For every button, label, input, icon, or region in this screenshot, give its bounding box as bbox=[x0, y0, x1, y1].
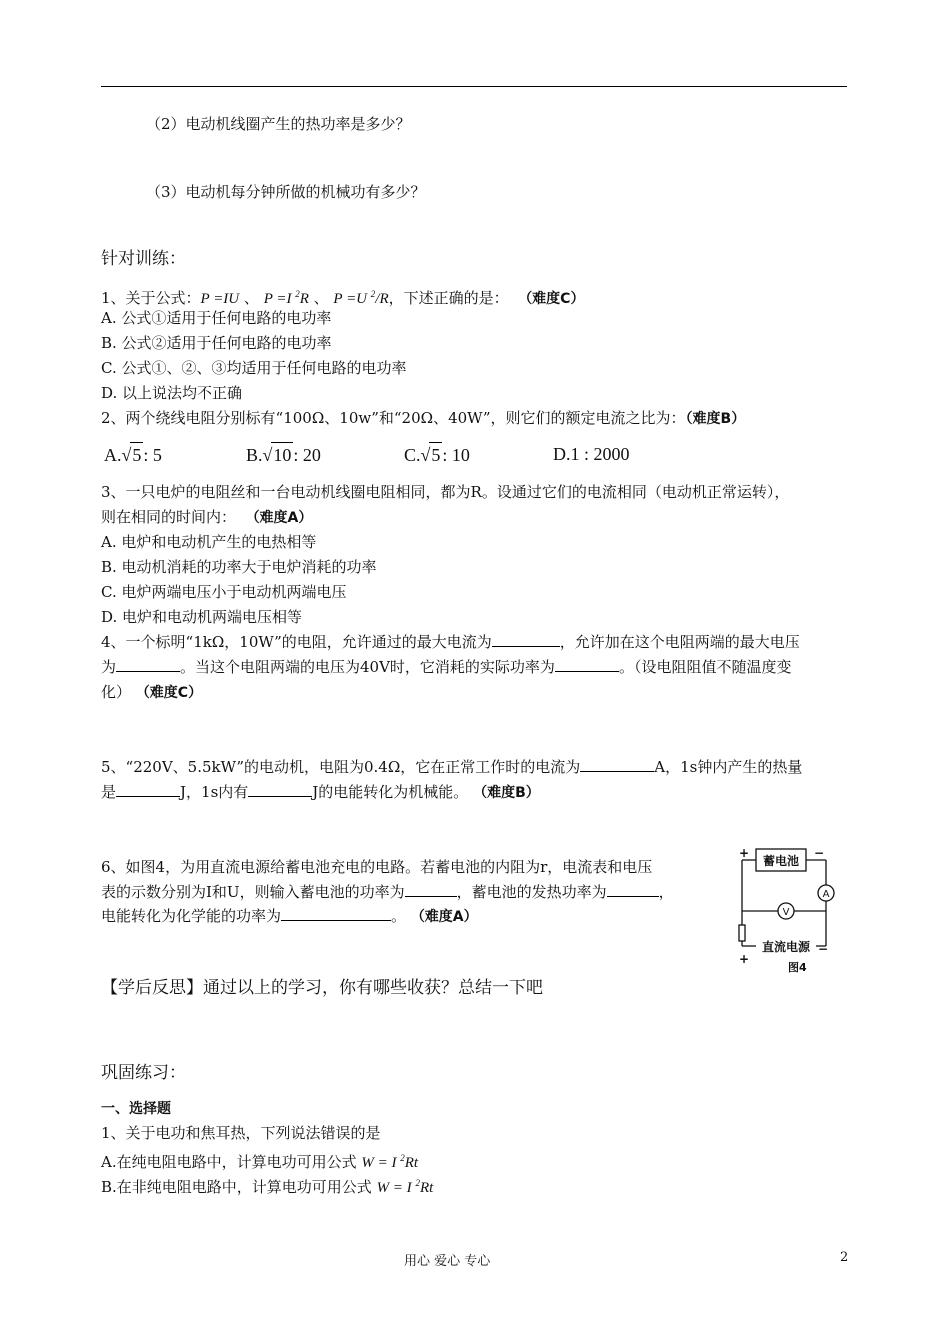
consolidate-q1: 1、关于电功和焦耳热，下列说法错误的是 bbox=[101, 1124, 381, 1142]
section-heading: 一、选择题 bbox=[101, 1101, 171, 1117]
answer-blank[interactable] bbox=[281, 906, 391, 921]
training-q5-line2: 是 J，1s内有 J的电能转化为机械能。 （难度B） bbox=[101, 783, 540, 801]
question-part-3: （3）电动机每分钟所做的机械功有多少？ bbox=[146, 183, 426, 201]
training-q3-line1: 3、一只电炉的电阻丝和一台电动机线圈电阻相同，都为R。设通过它们的电流相同（电动机正常运转）， bbox=[101, 483, 790, 501]
ammeter-label: A bbox=[822, 889, 830, 900]
header-rule bbox=[101, 86, 847, 87]
answer-blank[interactable] bbox=[116, 657, 180, 672]
training-q1-stem: 1、关于公式：P =IU 、 P =I $^2$R 、 P =U $^2$/R，下述正确的是： （难度C） bbox=[101, 289, 585, 307]
question-part-2: （2）电动机线圈产生的热功率是多少？ bbox=[146, 115, 411, 133]
training-q6-line2: 表的示数分别为I和U，则输入蓄电池的功率为 ，蓄电池的发热功率为 ， bbox=[101, 883, 674, 901]
answer-blank[interactable] bbox=[580, 757, 654, 772]
battery-plus: + bbox=[739, 846, 750, 860]
q1-option-a: A. 公式①适用于任何电路的电功率 bbox=[101, 309, 332, 327]
difficulty-tag: （难度C） bbox=[135, 685, 203, 701]
figure-4-circuit bbox=[736, 845, 846, 975]
page-number: 2 bbox=[840, 1250, 849, 1265]
training-q6-line1: 6、如图4，为用直流电源给蓄电池充电的电路。若蓄电池的内阻为r，电流表和电压 bbox=[101, 858, 653, 876]
training-q4-line1: 4、一个标明“1kΩ，10W”的电阻，允许通过的最大电流为 ，允许加在这个电阻两端的最大电压 bbox=[101, 633, 800, 651]
formula-w-i2rt: W = I $^2$Rt bbox=[361, 1153, 419, 1171]
answer-blank[interactable] bbox=[607, 882, 659, 897]
consolidate-heading: 巩固练习： bbox=[101, 1063, 186, 1083]
source-plus: + bbox=[739, 952, 750, 966]
formula-p-iu: P =IU bbox=[200, 291, 240, 307]
training-heading: 针对训练： bbox=[101, 249, 186, 269]
q3-option-b: B. 电动机消耗的功率大于电炉消耗的功率 bbox=[101, 558, 377, 576]
reflection-prompt: 【学后反思】通过以上的学习，你有哪些收获？总结一下吧 bbox=[101, 978, 543, 998]
training-q5-line1: 5、“220V、5.5kW”的电动机，电阻为0.4Ω，它在正常工作时的电流为 A，1s钟内产生的热量 bbox=[101, 758, 803, 776]
q1-option-c: C. 公式①、②、③均适用于任何电路的电功率 bbox=[101, 359, 407, 377]
difficulty-tag: （难度B） bbox=[473, 785, 540, 801]
q2-choice-d: D.1 : 2000 bbox=[553, 444, 630, 464]
voltmeter-label: V bbox=[782, 907, 790, 918]
training-q4-line3: 化） （难度C） bbox=[101, 683, 203, 701]
formula-w-i2rt: W = I $^2$Rt bbox=[376, 1178, 434, 1196]
source-minus: − bbox=[818, 942, 829, 956]
q1-prefix: 1、关于公式： bbox=[101, 289, 201, 307]
dc-source-label: 直流电源 bbox=[761, 940, 811, 954]
resistor-symbol bbox=[739, 925, 745, 941]
q3-option-c: C. 电炉两端电压小于电动机两端电压 bbox=[101, 583, 347, 601]
q3-option-a: A. 电炉和电动机产生的电热相等 bbox=[101, 533, 317, 551]
training-q2-stem: 2、两个绕线电阻分别标有“100Ω、10w”和“20Ω、40W”，则它们的额定电流之比为：（难度B） bbox=[101, 409, 746, 427]
formula-p-u2r: P =U $^2$/R bbox=[333, 289, 389, 307]
q2-choice-a: A.√5 : 5 bbox=[104, 442, 162, 467]
footer-motto: 用心 爱心 专心 bbox=[404, 1254, 491, 1269]
difficulty-tag: （难度A） bbox=[410, 909, 478, 925]
answer-blank[interactable] bbox=[555, 657, 619, 672]
q2-choice-c: C.√5 : 10 bbox=[404, 442, 470, 467]
consolidate-q1-option-b: B.在非纯电阻电路中，计算电功可用公式 W = I $^2$Rt bbox=[101, 1178, 434, 1196]
answer-blank[interactable] bbox=[405, 882, 457, 897]
training-q4-line2: 为 。当这个电阻两端的电压为40V时，它消耗的实际功率为 。（设电阻阻值不随温度变 bbox=[101, 658, 792, 676]
battery-minus: − bbox=[814, 846, 825, 860]
q3-option-d: D. 电炉和电动机两端电压相等 bbox=[101, 608, 303, 626]
difficulty-tag: （难度A） bbox=[245, 510, 313, 526]
training-q3-line2: 则在相同的时间内： （难度A） bbox=[101, 508, 313, 526]
consolidate-q1-option-a: A.在纯电阻电路中，计算电功可用公式 W = I $^2$Rt bbox=[101, 1153, 419, 1171]
difficulty-tag: （难度C） bbox=[518, 291, 585, 307]
answer-blank[interactable] bbox=[248, 782, 312, 797]
battery-label: 蓄电池 bbox=[762, 854, 800, 868]
q1-option-b: B. 公式②适用于任何电路的电功率 bbox=[101, 334, 332, 352]
formula-p-i2r: P =I $^2$R bbox=[263, 289, 309, 307]
answer-blank[interactable] bbox=[116, 782, 180, 797]
figure-caption: 图4 bbox=[788, 961, 807, 974]
q1-option-d: D. 以上说法均不正确 bbox=[101, 384, 243, 402]
answer-blank[interactable] bbox=[492, 632, 560, 647]
q2-choice-b: B.√10 : 20 bbox=[246, 442, 321, 467]
training-q6-line3: 电能转化为化学能的功率为 。 （难度A） bbox=[101, 907, 478, 925]
difficulty-tag: （难度B） bbox=[685, 411, 746, 427]
